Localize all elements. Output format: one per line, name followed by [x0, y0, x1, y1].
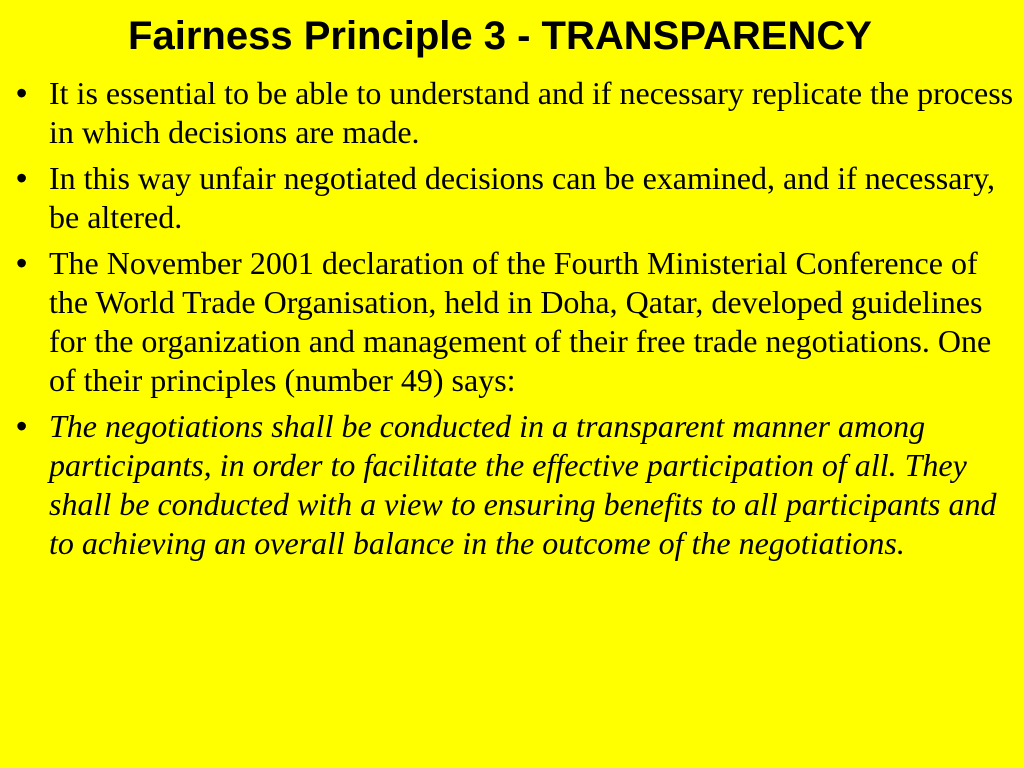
bullet-text-quote: The negotiations shall be conducted in a transparent manner among participants, in order to facilitate the effective participation of all. They shall be conducted with a view to ensuring benefits to all participants and to achieving an overall balance in the outcome of the negotiations.	[49, 408, 997, 562]
bullet-icon: •	[16, 160, 28, 197]
bullet-text: In this way unfair negotiated decisions can be examined, and if necessary, be altered.	[49, 160, 996, 236]
bullet-icon: •	[16, 245, 28, 282]
bullet-item	[16, 159, 1016, 237]
bullet-icon: •	[16, 75, 28, 111]
bullet-icon: •	[16, 408, 28, 445]
bullet-text: It is essential to be able to understand and if necessary replicate the process in which decisions are made.	[49, 75, 1014, 151]
bullet-item	[16, 74, 1016, 152]
bullet-item-quote	[16, 407, 1016, 563]
bullet-list	[16, 74, 1016, 570]
slide-title: Fairness Principle 3 - TRANSPARENCY	[128, 14, 872, 58]
bullet-item	[16, 244, 1016, 400]
bullet-text: The November 2001 declaration of the Fourth Ministerial Conference of the World Trade Organisation, held in Doha, Qatar, developed guidelines for the organization and management of their free trade negotiations. One of their principles (number 49) says:	[49, 245, 992, 399]
